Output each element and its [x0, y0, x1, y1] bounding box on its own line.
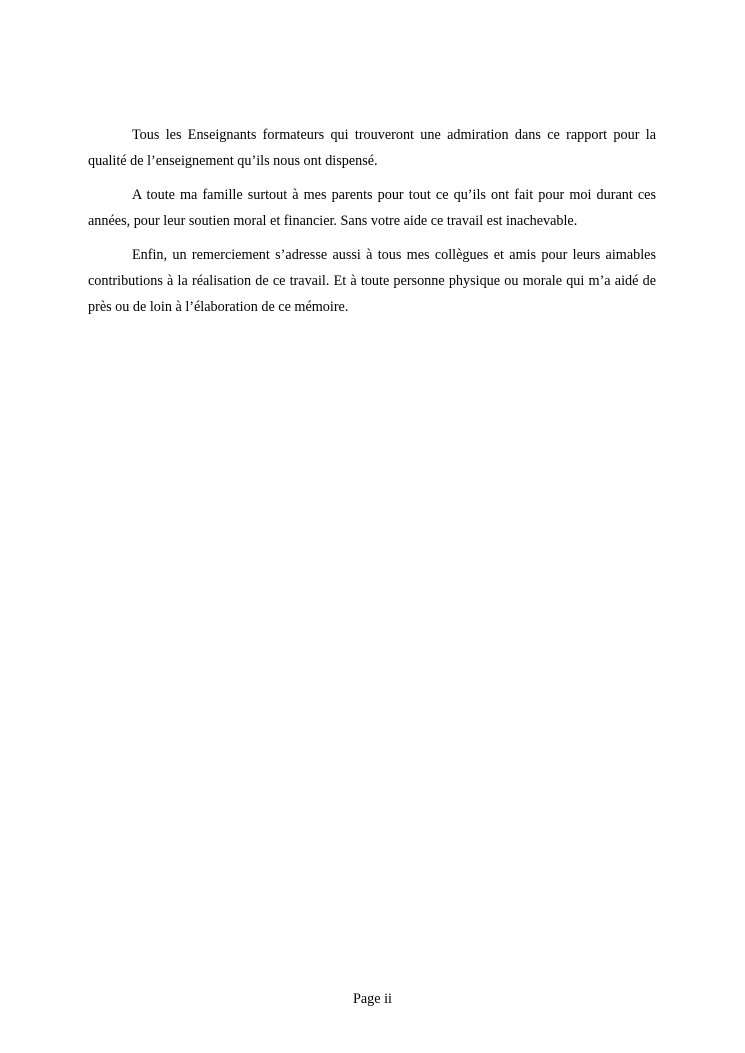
- paragraph-colleagues: Enfin, un remerciement s’adresse aussi à tous mes collègues et amis pour leurs aimables contributions à la réalisation de ce travail. Et à toute personne physique ou morale qui m’a aidé de près ou de loin à l’élaboration de ce mémoire.: [88, 247, 656, 315]
- paragraph-family: A toute ma famille surtout à mes parents pour tout ce qu’ils ont fait pour moi durant ces années, pour leur soutien moral et financier. Sans votre aide ce travail est inachevable.: [88, 187, 656, 229]
- paragraph-teachers: Tous les Enseignants formateurs qui trouveront une admiration dans ce rapport pour la qualité de l’enseignement qu’ils nous ont dispensé.: [88, 127, 656, 169]
- page-number: Page ii: [352, 991, 392, 1007]
- acknowledgements-body: [88, 122, 656, 328]
